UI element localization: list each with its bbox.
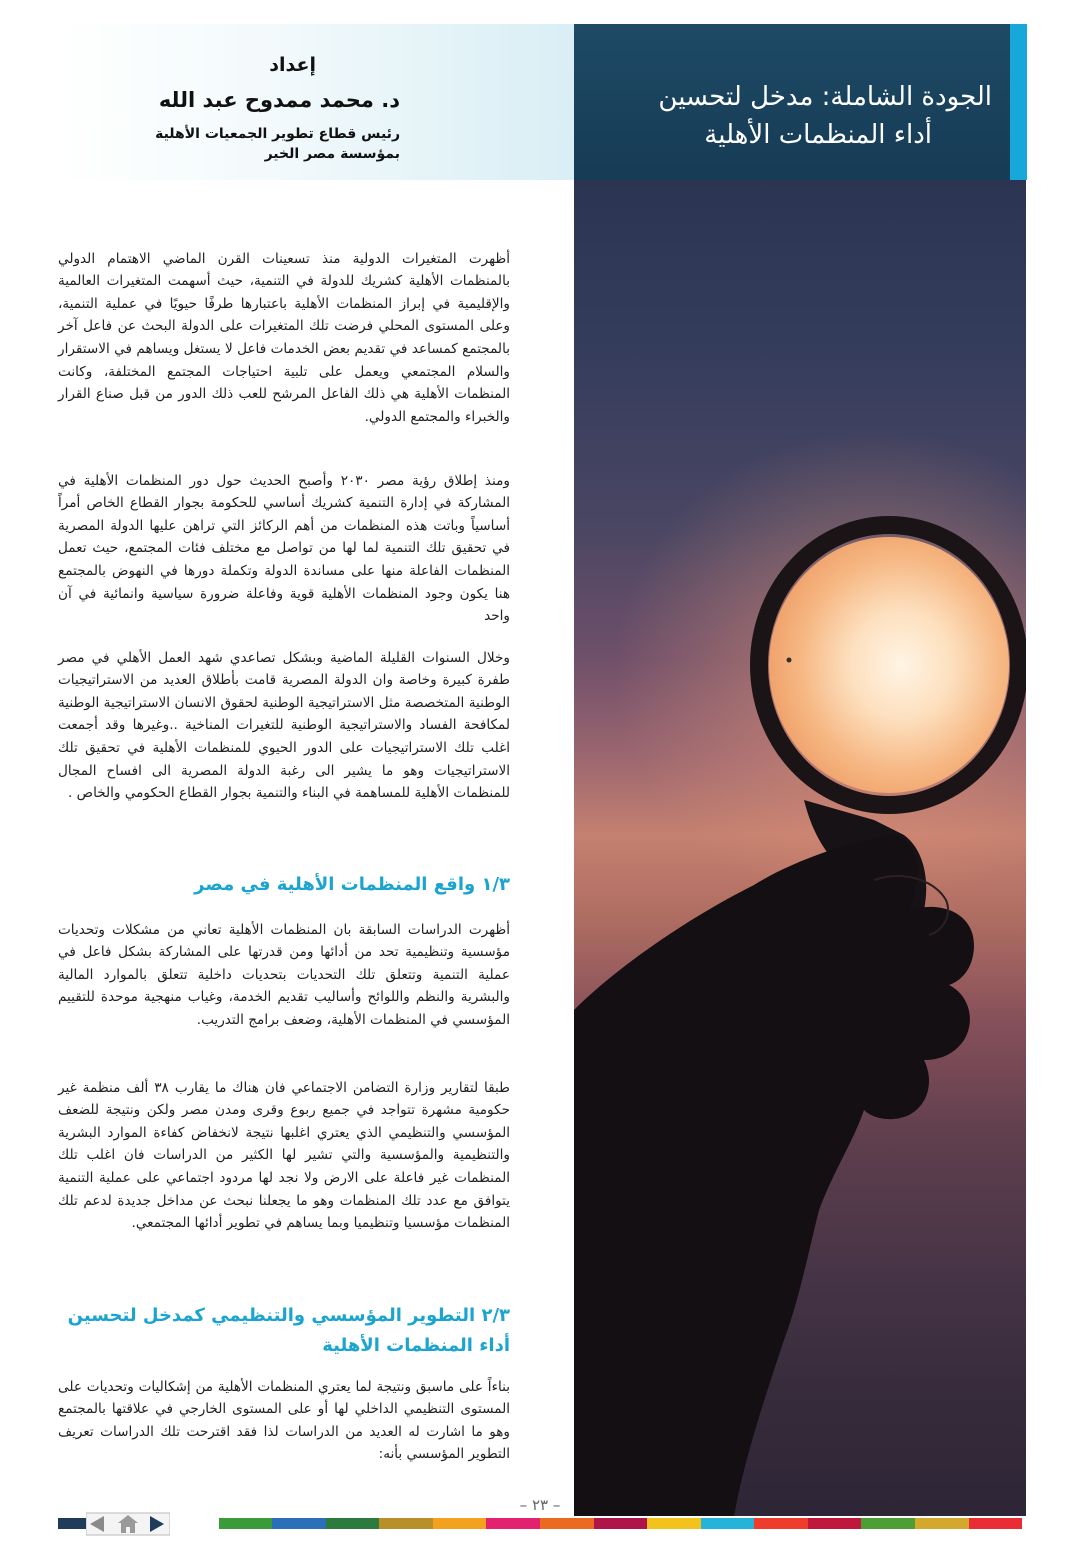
section-heading-reality: ١/٣ واقع المنظمات الأهلية في مصر — [194, 873, 510, 895]
article-title-line1: الجودة الشاملة: مدخل لتحسين — [658, 82, 992, 112]
footer-color-segment — [379, 1518, 433, 1529]
footer-color-segment — [433, 1518, 487, 1529]
author-role-line2: بمؤسسة مصر الخير — [264, 146, 400, 162]
paragraph-vision-2030: ومنذ إطلاق رؤية مصر ٢٠٣٠ وأصبح الحديث حول دور المنظمات الأهلية في المشاركة في إدارة التنمية كشريك أساسي للحكومة بجوار القطاع الخاص أمراً أساسياً وباتت هذه المنظمات من أهم الركائز التي تراهن عليها الدولة المصرية في تحقيق تلك التنمية لما لها من تواصل مع مختلف فئات المجتمع، حيث تعمل المنظمات الفاعلة منها على مساندة الدولة وتكملة دورها في النهوض بالمجتمع هنا يكون وجود المنظمات الأهلية قوية وفاعلة ضرورة سياسية وانمائية في آن واحد — [58, 472, 510, 625]
footer-color-bar — [58, 1518, 1022, 1529]
article-title-line2: أداء المنظمات الأهلية — [704, 120, 932, 150]
author-name: د. محمد ممدوح عبد الله — [158, 88, 400, 112]
footer-color-segment — [540, 1518, 594, 1529]
photo-illustration — [574, 180, 1026, 1516]
footer-color-segment — [701, 1518, 755, 1529]
footer-color-segment — [219, 1518, 273, 1529]
footer-color-segment — [915, 1518, 969, 1529]
author-block — [58, 24, 574, 180]
paragraph-definition-intro: بناءاً على ماسبق ونتيجة لما يعتري المنظمات الأهلية من إشكاليات وتحديات على المستوى التنظيمي الداخلي لها أو على المستوى الخارجي في علاقتها بالمجتمع وهو ما اشارت له العديد من الدراسات لذا فقد اقترحت تلك الدراسات تعريف التطوير المؤسسي بأنه: — [58, 1378, 510, 1463]
magnifier-sunset-photo — [574, 180, 1026, 1516]
prepared-by-label: إعداد — [269, 54, 316, 76]
footer-color-segment — [969, 1518, 1023, 1529]
footer-color-segment — [326, 1518, 380, 1529]
paragraph-intro: أظهرت المتغيرات الدولية منذ تسعينات القرن الماضي الاهتمام الدولي بالمنظمات الأهلية كشريك للدولة في التنمية، حيث أسهمت المتغيرات العالمية والإقليمية في إبراز المنظمات الأهلية باعتبارها طرفًا حيويًا في عملية التنمية، وعلى المستوى المحلي فرضت تلك المتغيرات على الدولة البحث عن فاعل آخر بالمجتمع كمساعد في تقديم بعض الخدمات فاعل لا يستغل ويساهم في الاستقرار والسلام المجتمعي ويعمل على تلبية احتياجات المجتمع المختلفة، وكانت المنظمات الأهلية هي ذلك الفاعل المرشح للعب ذلك الدور من قبل صناع القرار والخبراء والمجتمع الدولي. — [58, 250, 510, 425]
footer-color-segment — [861, 1518, 915, 1529]
title-accent-bar — [1010, 24, 1027, 180]
footer-nav — [86, 1512, 170, 1536]
footer-color-segment — [272, 1518, 326, 1529]
footer-color-segment — [754, 1518, 808, 1529]
footer-nav-left-block — [58, 1518, 86, 1529]
footer-color-segment — [808, 1518, 862, 1529]
paragraph-strategies: وخلال السنوات القليلة الماضية وبشكل تصاعدي شهد العمل الأهلي في مصر طفرة كبيرة وخاصة وان الدولة المصرية قامت بأطلاق العديد من الاستراتيجيات الوطنية المتخصصة مثل الاستراتيجية الوطنية لحقوق الانسان الاستراتيجية الوطنية لمكافحة الفساد والاستراتيجية الوطنية للتغيرات المناخية ..وغيرها وقد أجمعت اغلب تلك الاستراتيجيات على الدور الحيوي للمنظمات الأهلية في تحقيق تلك الاستراتيجيات وهو ما يشير الى رغبة الدولة المصرية الى افساح المجال للمنظمات الأهلية للمساهمة في البناء والتنمية بجوار القطاع الحكومي والخاص . — [58, 649, 510, 802]
page-number: – ٢٣ – — [519, 1496, 561, 1514]
paragraph-challenges: أظهرت الدراسات السابقة بان المنظمات الأهلية تعاني من مشكلات وتحديات مؤسسية وتنظيمية تحد من أدائها ومن قدرتها على المشاركة بشكل فاعل في عملية التنمية وتتعلق تلك التحديات بتحديات داخلية تتعلق بالموارد المالية والبشرية والنظم واللوائح وأساليب تقديم الخدمة، وغياب منهجية موحدة للتقييم المؤسسي في المنظمات الأهلية، وضعف برامج التدريب. — [58, 921, 510, 1028]
paragraph-ministry-reports: طبقا لتقارير وزارة التضامن الاجتماعي فان هناك ما يقارب ٣٨ ألف منظمة غير حكومية مشهرة تتواجد في جميع ربوع وقرى ومدن مصر ولكن ونتيجة للضعف المؤسسي والتنظيمي الذي يعتري اغلبها نتيجة لانخفاض كفاءة الموارد البشرية والتنظيمية والمؤسسية والتي تشير لها الكثير من الدراسات فان اغلب تلك المنظمات غير فاعلة على الارض ولا نجد لها مردود اجتماعي على عملية التنمية يتوافق مع عدد تلك المنظمات وهو ما يجعلنا نبحث عن مداخل جديدة لدعم تلك المنظمات مؤسسيا وتنظيميا وبما يساهم في تطوير أدائها المجتمعي. — [58, 1079, 510, 1232]
author-role-line1: رئيس قطاع تطوير الجمعيات الأهلية — [155, 126, 400, 142]
footer-color-segment — [594, 1518, 648, 1529]
section-heading-development: ٢/٣ التطوير المؤسسي والتنظيمي كمدخل لتحسين أداء المنظمات الأهلية — [67, 1304, 510, 1356]
footer-color-segment — [647, 1518, 701, 1529]
article-title-panel — [574, 24, 1010, 180]
footer-color-segment — [486, 1518, 540, 1529]
